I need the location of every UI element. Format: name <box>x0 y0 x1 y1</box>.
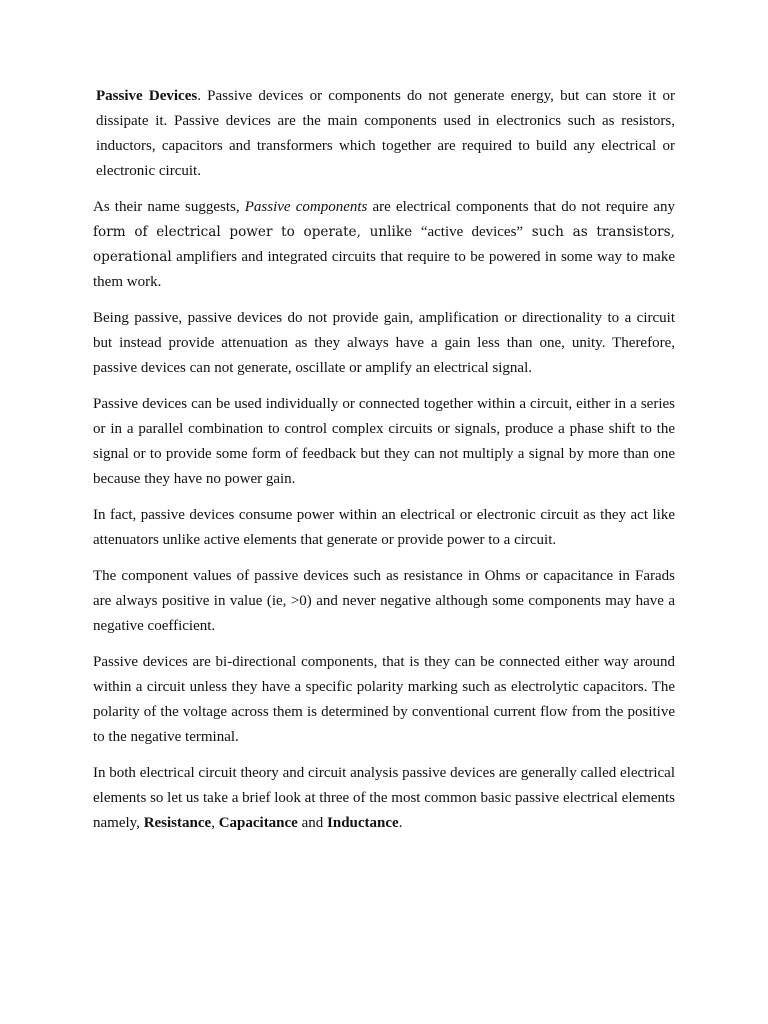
paragraph-component-values <box>93 564 675 639</box>
text-run: “active devices” <box>420 224 524 240</box>
text-run: In both electrical circuit theory and circuit analysis passive devices are generally called electrical elements so let us take a brief look at three of the most common basic passive electrical elements namely, <box>93 765 675 831</box>
paragraph-no-gain <box>93 306 675 381</box>
text-run: . <box>398 815 403 831</box>
paragraph-series-parallel <box>93 392 675 492</box>
text-run: amplifiers and integrated circuits that require to be powered in some way to make them work. <box>93 249 675 290</box>
text-run-alt-font: such as transistors, operational <box>93 224 675 265</box>
term-capacitance: Capacitance <box>218 815 298 831</box>
text-run: and <box>297 815 328 831</box>
paragraph-bi-directional <box>93 650 675 750</box>
text-run: are electrical components that do not require any <box>367 199 675 215</box>
text-run: . Passive devices or components do not generate energy, but can store it or dissipate it. Passive devices are the main components used in electronics such as resistors, inductors, capacitors and transformers which together are required to build any electrical or electronic circuit. <box>96 88 675 179</box>
term-inductance: Inductance <box>327 815 399 831</box>
document-body <box>93 84 675 847</box>
term-passive-components: Passive components <box>244 199 368 215</box>
term-resistance: Resistance <box>143 815 212 831</box>
text-run: Passive devices can be used individually or connected together within a circuit, either in a series or in a parallel combination to control complex circuits or signals, produce a phase shift to the signal or to provide some form of feedback but they can not multiply a signal by more than one because they have no power gain. <box>93 396 675 487</box>
paragraph-basic-elements <box>93 761 675 836</box>
text-run: Passive devices are bi-directional components, that is they can be connected either way around within a circuit unless they have a specific polarity marking such as electrolytic capacitors. The polarity of the voltage across them is determined by conventional current flow from the positive to the negative terminal. <box>93 654 675 745</box>
text-run: , <box>211 815 219 831</box>
paragraph-passive-devices-intro <box>93 84 675 184</box>
paragraph-consume-power <box>93 503 675 553</box>
text-run: In fact, passive devices consume power within an electrical or electronic circuit as they act like attenuators unlike active elements that generate or provide power to a circuit. <box>93 507 675 548</box>
paragraph-name-meaning <box>93 195 675 295</box>
term-passive-devices: Passive Devices <box>96 88 198 104</box>
text-run: The component values of passive devices such as resistance in Ohms or capacitance in Farads are always positive in value (ie, >0) and never negative although some components may have a negative coefficient. <box>93 568 675 634</box>
text-run-alt-font: form of electrical power to operate, unlike <box>93 224 421 240</box>
text-run: Being passive, passive devices do not provide gain, amplification or directionality to a circuit but instead provide attenuation as they always have a gain less than one, unity. Therefore, passive devices can not generate, oscillate or amplify an electrical signal. <box>93 310 675 376</box>
text-run: As their name suggests, <box>93 199 245 215</box>
